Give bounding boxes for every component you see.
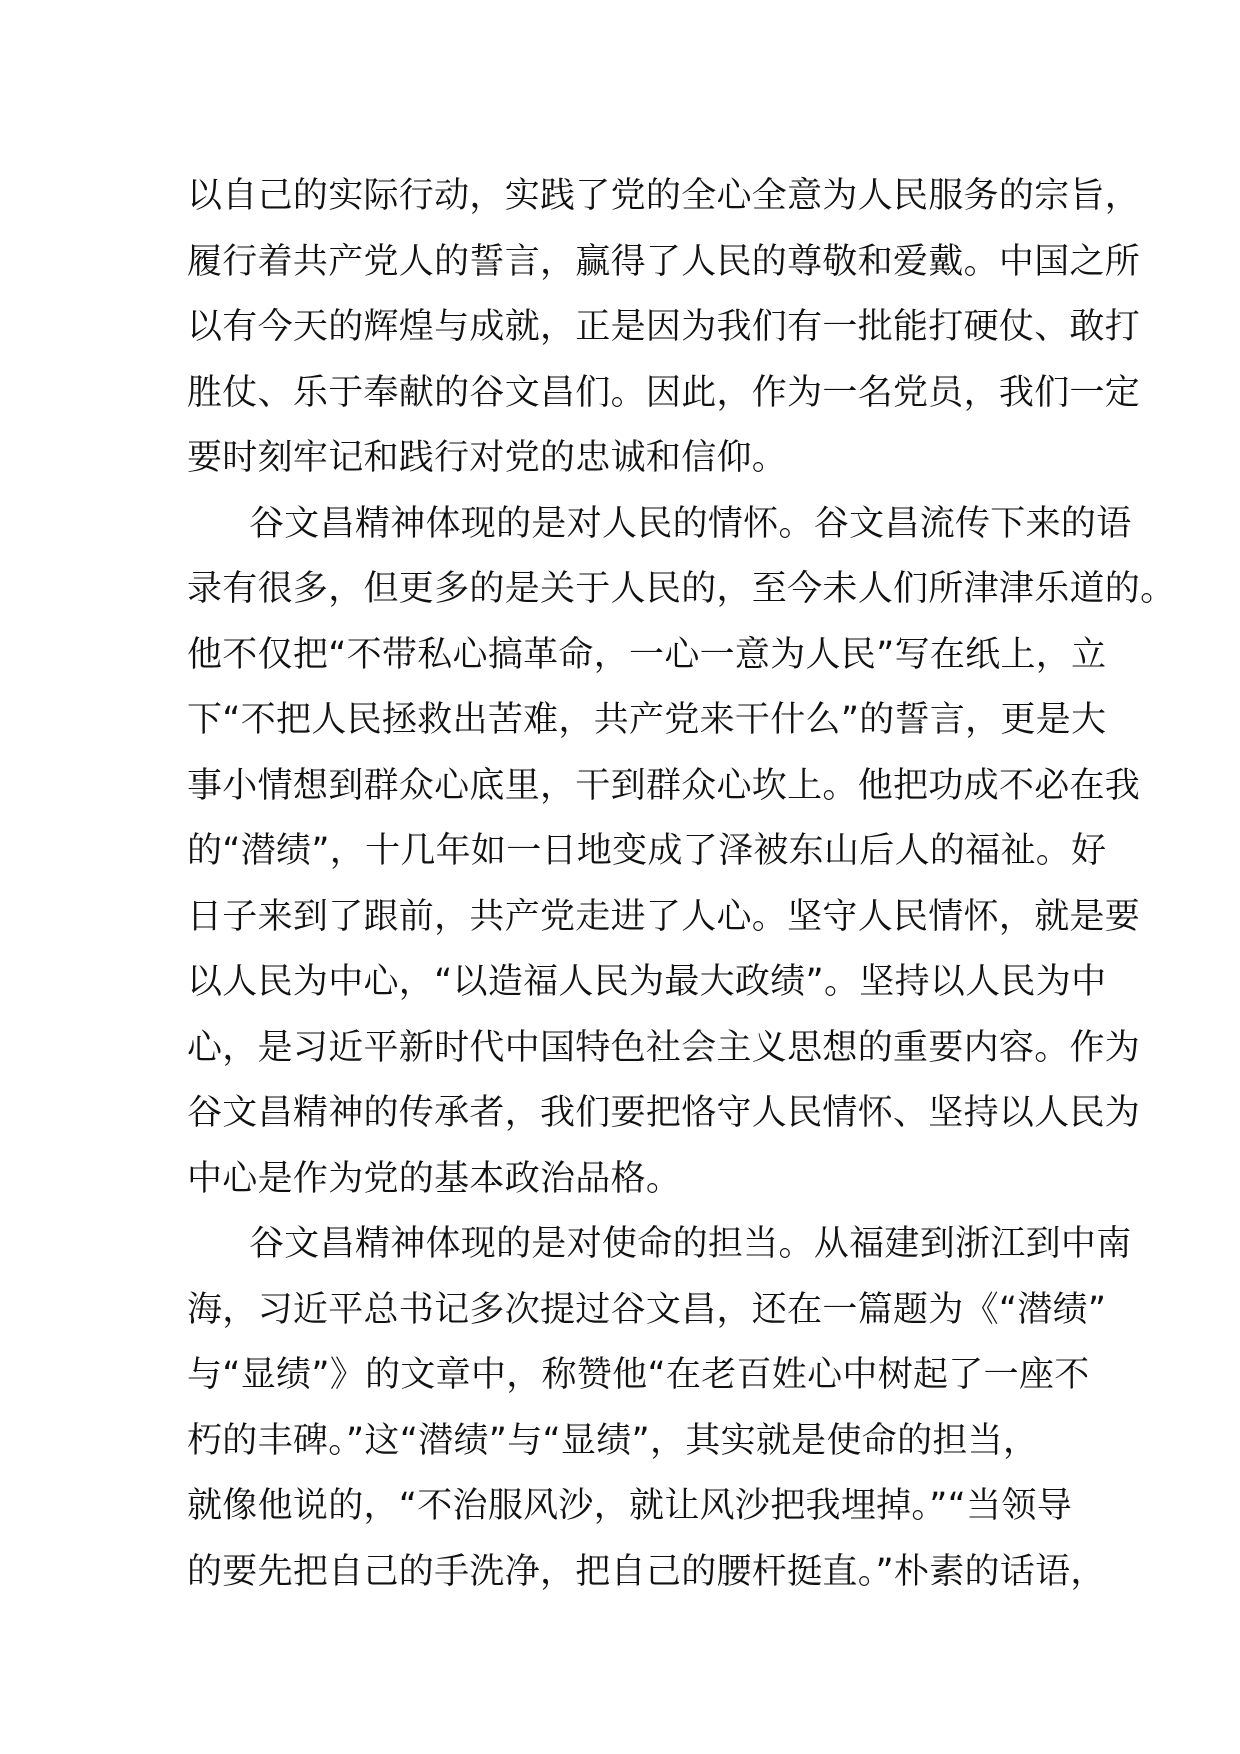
text-line: 中心是作为党的基本政治品格。 xyxy=(187,1158,682,1199)
text-line: 履行着共产党人的誓言，赢得了人民的尊敬和爱戴。中国之所 xyxy=(187,241,1141,282)
text-line: 朽的丰碑。”这“潜绩”与“显绩”，其实就是使命的担当， xyxy=(187,1420,1039,1461)
text-line: 日子来到了跟前，共产党走进了人心。坚守人民情怀，就是要 xyxy=(187,896,1141,937)
text-line: 胜仗、乐于奉献的谷文昌们。因此，作为一名党员，我们一定 xyxy=(187,372,1141,413)
text-line: 以自己的实际行动，实践了党的全心全意为人民服务的宗旨， xyxy=(187,176,1141,216)
text-line: 事小情想到群众心底里，干到群众心坎上。他把功成不必在我 xyxy=(187,765,1141,806)
text-line: 就像他说的，“不治服风沙，就让风沙把我埋掉。”“当领导 xyxy=(187,1486,1072,1526)
text-line: 要时刻牢记和践行对党的忠诚和信仰。 xyxy=(187,438,788,478)
body-text xyxy=(187,164,1176,1605)
text-line: 他不仅把“不带私心搞革命，一心一意为人民”写在纸上，立 xyxy=(187,634,1107,675)
text-line: 海，习近平总书记多次提过谷文昌，还在一篇题为《“潜绩” xyxy=(187,1289,1107,1330)
text-line: 的“潜绩”，十几年如一日地变成了泽被东山后人的福祉。好 xyxy=(187,831,1107,871)
text-line: 以有今天的辉煌与成就，正是因为我们有一批能打硬仗、敢打 xyxy=(187,307,1141,347)
paragraph-3 xyxy=(187,1212,1132,1605)
paragraph-1-continued xyxy=(187,164,1141,492)
text-line: 录有很多，但更多的是关于人民的，至今未人们所津津乐道的。 xyxy=(187,569,1176,609)
paragraph-2 xyxy=(187,492,1176,1213)
text-line: 谷文昌精神的传承者，我们要把恪守人民情怀、坚持以人民为 xyxy=(187,1093,1141,1133)
text-line: 谷文昌精神体现的是对人民的情怀。谷文昌流传下来的语 xyxy=(249,503,1132,544)
text-line: 下“不把人民拯救出苦难，共产党来干什么”的誓言，更是大 xyxy=(187,700,1107,740)
text-line: 的要先把自己的手洗净，把自己的腰杆挺直。”朴素的话语， xyxy=(187,1551,1106,1592)
text-line: 以人民为中心，“以造福人民为最大政绩”。坚持以人民为中 xyxy=(187,962,1107,1002)
text-line: 心，是习近平新时代中国特色社会主义思想的重要内容。作为 xyxy=(187,1027,1141,1068)
text-line: 与“显绩”》的文章中，称赞他“在老百姓心中树起了一座不 xyxy=(187,1355,1090,1395)
text-line: 谷文昌精神体现的是对使命的担当。从福建到浙江到中南 xyxy=(249,1224,1132,1264)
